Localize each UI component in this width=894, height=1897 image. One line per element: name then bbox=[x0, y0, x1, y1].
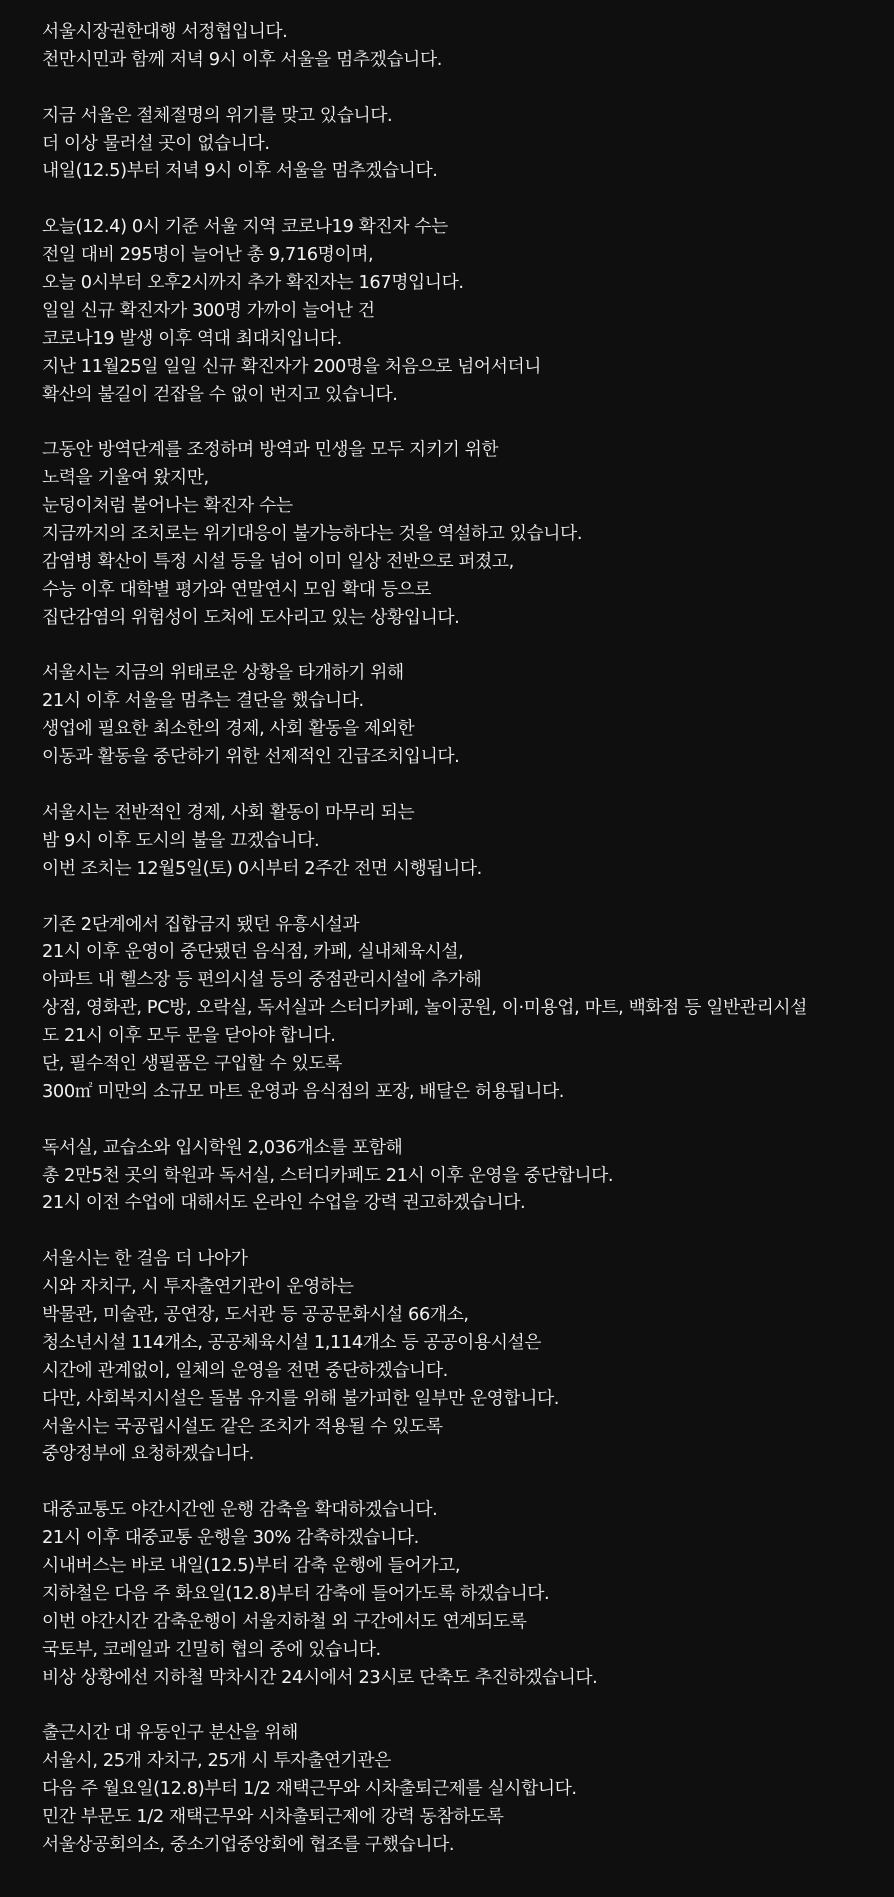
text-line: 서울시는 국공립시설도 같은 조치가 적용될 수 있도록 bbox=[42, 1415, 443, 1437]
paragraph bbox=[42, 18, 888, 74]
text-line: 아파트 내 헬스장 등 편의시설 등의 중점관리시설에 추가해 bbox=[42, 969, 482, 991]
paragraph bbox=[42, 1245, 888, 1468]
paragraph bbox=[42, 911, 888, 1106]
text-line: 밤 9시 이후 도시의 불을 끄겠습니다. bbox=[42, 829, 320, 851]
text-line: 서울시는 전반적인 경제, 사회 활동이 마무리 되는 bbox=[42, 801, 415, 823]
text-line: 총 2만5천 곳의 학원과 독서실, 스터디카페도 21시 이후 운영을 중단합니다. bbox=[42, 1164, 614, 1186]
text-line: 서울상공회의소, 중소기업중앙회에 협조를 구했습니다. bbox=[42, 1833, 455, 1855]
paragraph bbox=[42, 436, 888, 631]
text-line: 중앙정부에 요청하겠습니다. bbox=[42, 1443, 254, 1465]
text-line: 서울시장권한대행 서정협입니다. bbox=[42, 21, 288, 42]
text-line: 300㎡ 미만의 소규모 마트 운영과 음식점의 포장, 배달은 허용됩니다. bbox=[42, 1080, 565, 1102]
text-line: 출근시간 대 유동인구 분산을 위해 bbox=[42, 1722, 298, 1744]
text-line: 21시 이후 운영이 중단됐던 음식점, 카페, 실내체육시설, bbox=[42, 941, 464, 963]
paragraph bbox=[42, 1134, 888, 1218]
text-line: 독서실, 교습소와 입시학원 2,036개소를 포함해 bbox=[42, 1136, 403, 1158]
text-line: 박물관, 미술관, 공연장, 도서관 등 공공문화시설 66개소, bbox=[42, 1303, 469, 1325]
text-line: 시와 자치구, 시 투자출연기관이 운영하는 bbox=[42, 1276, 354, 1298]
text-line: 21시 이후 서울을 멈추는 결단을 했습니다. bbox=[42, 690, 364, 712]
text-line: 일일 신규 확진자가 300명 가까이 늘어난 건 bbox=[42, 299, 375, 321]
text-line: 더 이상 물러설 곳이 없습니다. bbox=[42, 132, 270, 154]
text-line: 시내버스는 바로 내일(12.5)부터 감축 운행에 들어가고, bbox=[42, 1554, 461, 1576]
text-line: 단, 필수적인 생필품은 구입할 수 있도록 bbox=[42, 1052, 342, 1074]
text-line: 오늘(12.4) 0시 기준 서울 지역 코로나19 확진자 수는 bbox=[42, 216, 448, 238]
text-line: 생업에 필요한 최소한의 경제, 사회 활동을 제외한 bbox=[42, 718, 415, 740]
text-line: 노력을 기울여 왔지만, bbox=[42, 467, 209, 489]
text-line: 다음 주 월요일(12.8)부터 1/2 재택근무와 시차출퇴근제를 실시합니다. bbox=[42, 1778, 577, 1800]
text-line: 이번 야간시간 감축운행이 서울지하철 외 구간에서도 연계되도록 bbox=[42, 1610, 527, 1632]
paragraph bbox=[42, 659, 888, 771]
text-line: 민간 부문도 1/2 재택근무와 시차출퇴근제에 강력 동참하도록 bbox=[42, 1806, 504, 1827]
text-line: 감염병 확산이 특정 시설 등을 넘어 이미 일상 전반으로 퍼졌고, bbox=[42, 550, 514, 572]
paragraph bbox=[42, 1719, 888, 1858]
text-line: 상점, 영화관, PC방, 오락실, 독서실과 스터디카페, 놀이공원, 이·미용업, 마트, 백화점 등 일반관리시설 bbox=[42, 997, 807, 1019]
text-line: 서울시는 한 걸음 더 나아가 bbox=[42, 1248, 248, 1270]
text-line: 오늘 0시부터 오후2시까지 추가 확진자는 167명입니다. bbox=[42, 272, 464, 294]
text-line: 도 21시 이후 모두 문을 닫아야 합니다. bbox=[42, 1025, 336, 1047]
text-line: 코로나19 발생 이후 역대 최대치입니다. bbox=[42, 327, 342, 349]
paragraph bbox=[42, 1496, 888, 1691]
paragraph bbox=[42, 102, 888, 186]
text-line: 21시 이후 대중교통 운행을 30% 감축하겠습니다. bbox=[42, 1527, 419, 1549]
text-line: 기존 2단계에서 집합금지 됐던 유흥시설과 bbox=[42, 913, 360, 935]
announcement-text bbox=[42, 18, 888, 1887]
text-line: 지난 11월25일 일일 신규 확진자가 200명을 처음으로 넘어서더니 bbox=[42, 355, 542, 377]
text-line: 비상 상황에선 지하철 막차시간 24시에서 23시로 단축도 추진하겠습니다. bbox=[42, 1666, 598, 1688]
text-line: 지금 서울은 절체절명의 위기를 맞고 있습니다. bbox=[42, 104, 393, 126]
text-line: 대중교통도 야간시간엔 운행 감축을 확대하겠습니다. bbox=[42, 1499, 438, 1521]
text-line: 전일 대비 295명이 늘어난 총 9,716명이며, bbox=[42, 244, 374, 266]
text-line: 눈덩이처럼 불어나는 확진자 수는 bbox=[42, 495, 293, 517]
text-line: 수능 이후 대학별 평가와 연말연시 모임 확대 등으로 bbox=[42, 578, 432, 600]
text-line: 그동안 방역단계를 조정하며 방역과 민생을 모두 지키기 위한 bbox=[42, 439, 499, 461]
text-line: 확산의 불길이 걷잡을 수 없이 번지고 있습니다. bbox=[42, 383, 398, 405]
text-line: 내일(12.5)부터 저녁 9시 이후 서울을 멈추겠습니다. bbox=[42, 160, 438, 182]
text-line: 집단감염의 위험성이 도처에 도사리고 있는 상황입니다. bbox=[42, 606, 460, 628]
paragraph bbox=[42, 213, 888, 408]
text-line: 지하철은 다음 주 화요일(12.8)부터 감축에 들어가도록 하겠습니다. bbox=[42, 1582, 550, 1604]
text-line: 청소년시설 114개소, 공공체육시설 1,114개소 등 공공이용시설은 bbox=[42, 1331, 542, 1353]
text-line: 서울시는 지금의 위태로운 상황을 타개하기 위해 bbox=[42, 662, 404, 684]
text-line: 21시 이전 수업에 대해서도 온라인 수업을 강력 권고하겠습니다. bbox=[42, 1192, 526, 1214]
paragraph bbox=[42, 799, 888, 883]
text-line: 이동과 활동을 중단하기 위한 선제적인 긴급조치입니다. bbox=[42, 746, 460, 768]
text-line: 지금까지의 조치로는 위기대응이 불가능하다는 것을 역설하고 있습니다. bbox=[42, 523, 583, 545]
text-line: 국토부, 코레일과 긴밀히 협의 중에 있습니다. bbox=[42, 1638, 381, 1660]
text-line: 이번 조치는 12월5일(토) 0시부터 2주간 전면 시행됩니다. bbox=[42, 857, 482, 879]
text-line: 다만, 사회복지시설은 돌봄 유지를 위해 불가피한 일부만 운영합니다. bbox=[42, 1387, 560, 1409]
text-line: 시간에 관계없이, 일체의 운영을 전면 중단하겠습니다. bbox=[42, 1359, 448, 1381]
text-line: 서울시, 25개 자치구, 25개 시 투자출연기관은 bbox=[42, 1750, 391, 1772]
text-line: 천만시민과 함께 저녁 9시 이후 서울을 멈추겠습니다. bbox=[42, 48, 442, 70]
